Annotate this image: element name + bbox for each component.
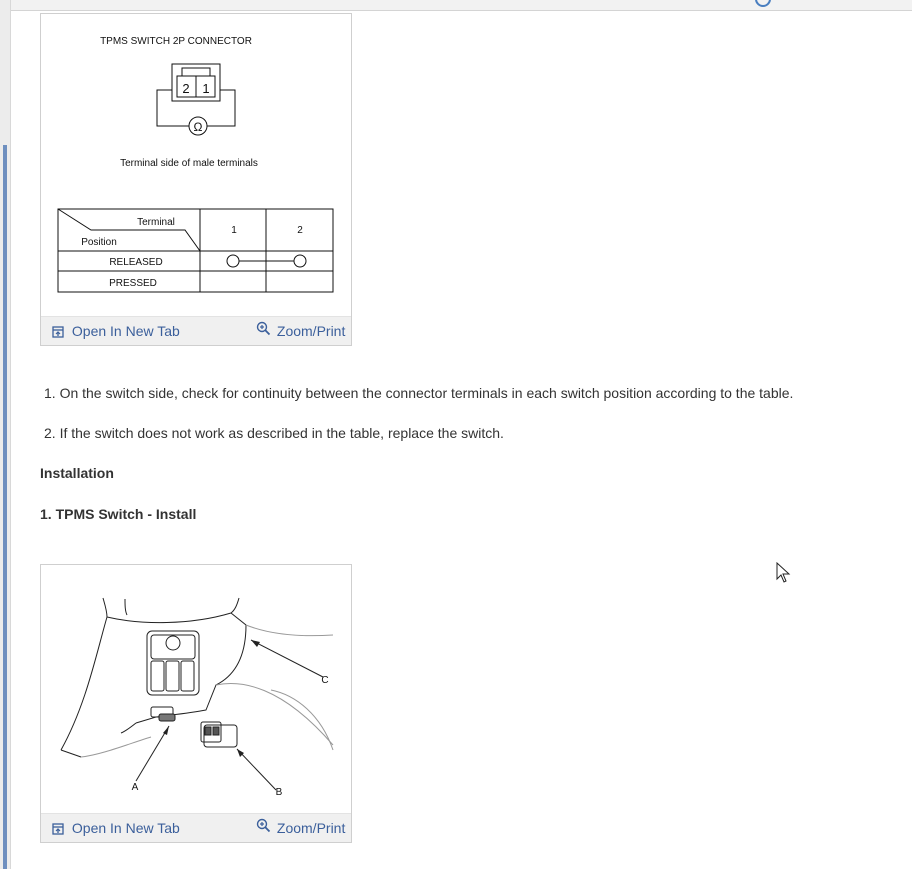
figure-toolbar: [41, 813, 351, 842]
diagram-title: TPMS SWITCH 2P CONNECTOR: [100, 36, 252, 47]
connector-diagram-image: [41, 14, 351, 317]
step-1-text: 1. On the switch side, check for continuity between the connector terminals in each switch position according to the table.: [44, 385, 794, 401]
step-2-text: 2. If the switch does not work as described in the table, replace the switch.: [44, 425, 504, 441]
zoom-print-link[interactable]: [256, 818, 345, 834]
open-new-tab-link[interactable]: [52, 323, 180, 339]
connector-diagram-svg: [41, 14, 351, 317]
callout-label-b: B: [275, 787, 283, 798]
figure-connector-diagram: [40, 13, 352, 346]
figure-toolbar: [41, 316, 351, 345]
table-row-released: RELEASED: [109, 257, 163, 268]
install-illustration-image: [41, 565, 351, 814]
zoom-print-label: Zoom/Print: [276, 820, 346, 836]
zoom-print-link[interactable]: [256, 321, 345, 337]
top-toolbar: [0, 0, 912, 11]
open-new-tab-label: Open In New Tab: [71, 820, 180, 836]
diagram-caption: Terminal side of male terminals: [120, 158, 258, 169]
toolbar-circle-button[interactable]: [755, 0, 771, 7]
table-header-terminal: Terminal: [137, 217, 175, 228]
table-row-pressed: PRESSED: [109, 278, 157, 289]
pin-label-1: 1: [202, 81, 210, 96]
open-new-tab-label: Open In New Tab: [71, 323, 180, 339]
zoom-print-label: Zoom/Print: [276, 323, 346, 339]
install-illustration-svg: [41, 565, 351, 814]
table-col-2: 2: [297, 225, 303, 236]
section-heading-installation: Installation: [40, 465, 114, 481]
callout-label-c: C: [321, 675, 329, 686]
pin-label-2: 2: [182, 81, 190, 96]
magnifier-plus-icon: [256, 321, 271, 336]
ohm-symbol: Ω: [193, 120, 203, 134]
open-new-tab-icon: [52, 326, 64, 338]
figure-install-illustration: [40, 564, 352, 843]
table-col-1: 1: [231, 225, 237, 236]
open-new-tab-icon: [52, 823, 64, 835]
mouse-pointer-icon: [776, 562, 792, 584]
left-edge-indicator: [3, 145, 7, 869]
magnifier-plus-icon: [256, 818, 271, 833]
open-new-tab-link[interactable]: [52, 820, 180, 836]
left-scroll-edge: [0, 0, 11, 869]
subsection-heading-tpms-install: 1. TPMS Switch - Install: [40, 506, 197, 522]
callout-label-a: A: [131, 782, 139, 793]
table-header-position: Position: [81, 237, 117, 248]
